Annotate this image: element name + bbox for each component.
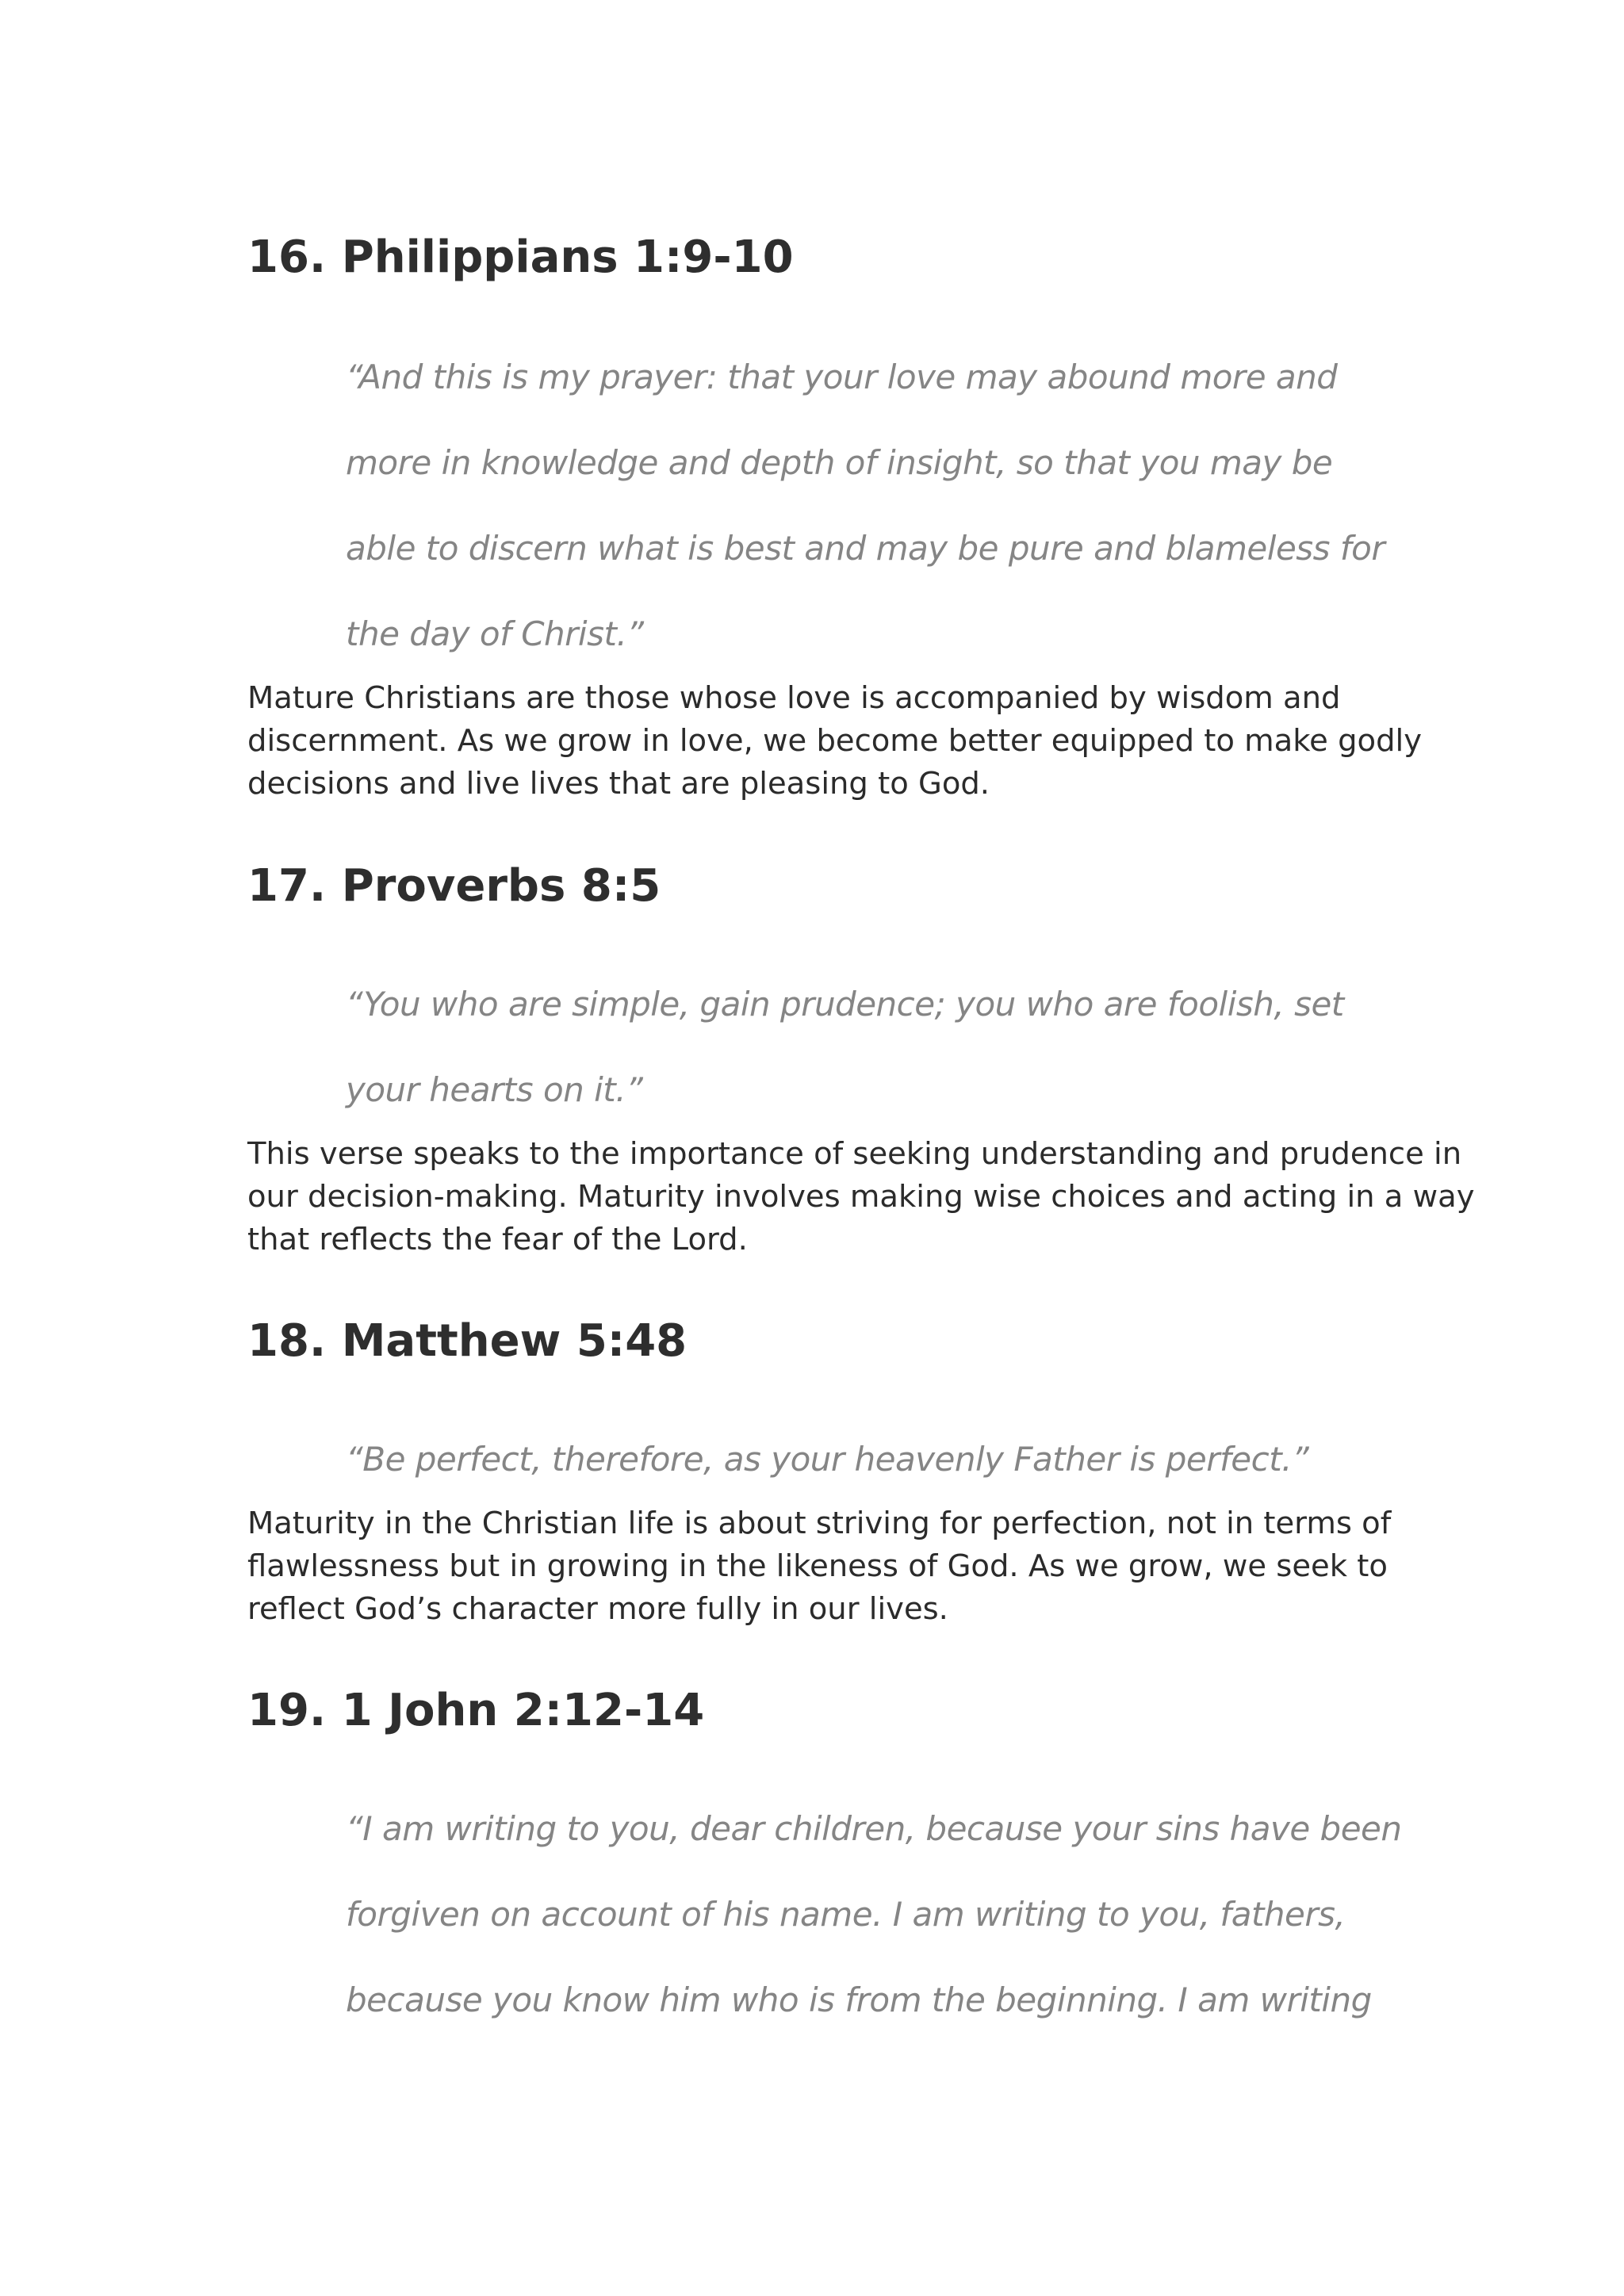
section-heading-matthew: 18. Matthew 5:48 <box>247 1315 688 1367</box>
section-heading-proverbs: 17. Proverbs 8:5 <box>247 860 661 912</box>
commentary-line: This verse speaks to the importance of seeking understanding and prudence in <box>247 1136 1462 1172</box>
quote-line: “Be perfect, therefore, as your heavenly Father is perfect.” <box>346 1440 1309 1479</box>
quote-line: able to discern what is best and may be pure and blameless for <box>346 529 1385 568</box>
commentary-line: flawlessness but in growing in the likeness of God. As we grow, we seek to <box>247 1548 1388 1584</box>
quote-line: more in knowledge and depth of insight, so that you may be <box>346 443 1333 482</box>
quote-line: “And this is my prayer: that your love may abound more and <box>346 358 1338 396</box>
quote-line: your hearts on it.” <box>346 1070 643 1109</box>
commentary-line: our decision-making. Maturity involves making wise choices and acting in a way <box>247 1179 1475 1215</box>
quote-line: because you know him who is from the beginning. I am writing <box>346 1980 1372 2019</box>
commentary-line: discernment. As we grow in love, we become better equipped to make godly <box>247 723 1423 759</box>
commentary-line: Maturity in the Christian life is about striving for perfection, not in terms of <box>247 1506 1392 1541</box>
commentary-line: reflect God’s character more fully in our lives. <box>247 1591 948 1627</box>
quote-line: the day of Christ.” <box>346 614 644 653</box>
quote-line: forgiven on account of his name. I am writing to you, fathers, <box>346 1895 1346 1934</box>
section-heading-1-john: 19. 1 John 2:12-14 <box>247 1685 705 1736</box>
commentary-line: that reflects the fear of the Lord. <box>247 1222 748 1257</box>
commentary-line: decisions and live lives that are pleasing to God. <box>247 766 990 802</box>
quote-line: “You who are simple, gain prudence; you who are foolish, set <box>346 985 1344 1024</box>
commentary-line: Mature Christians are those whose love is accompanied by wisdom and <box>247 680 1341 716</box>
section-heading-philippians: 16. Philippians 1:9-10 <box>247 232 794 283</box>
quote-line: “I am writing to you, dear children, because your sins have been <box>346 1809 1402 1848</box>
